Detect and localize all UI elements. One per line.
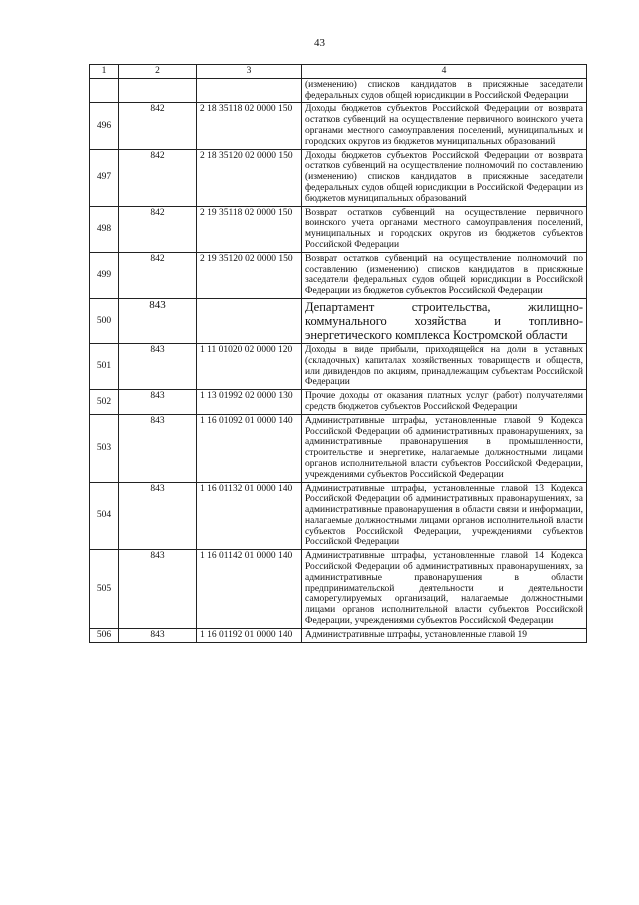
admin-code-cell <box>119 78 197 103</box>
admin-code-cell: 843 <box>119 550 197 629</box>
budget-code-cell: 1 16 01142 01 0000 140 <box>197 550 302 629</box>
table-row <box>90 103 587 149</box>
table-row <box>90 298 587 343</box>
budget-code-cell: 2 19 35120 02 0000 150 <box>197 252 302 298</box>
description-cell: Возврат остатков субвенций на осуществление полномочий по составлению (изменению) списков кандидатов в присяжные заседатели федеральных судов общей юрисдикции в Российской Федерации из бюджетов субъектов Российской Федерации <box>302 252 587 298</box>
budget-code-cell <box>197 78 302 103</box>
header-cell-3: 3 <box>197 65 302 79</box>
row-number-cell: 506 <box>90 628 119 642</box>
row-number-cell: 500 <box>90 298 119 343</box>
description-cell: Возврат остатков субвенций на осуществление первичного воинского учета органами местного самоуправления поселений, муниципальных и городских округов из бюджетов субъектов Российской Федерации <box>302 206 587 252</box>
table-row <box>90 628 587 642</box>
row-number-cell: 504 <box>90 482 119 550</box>
row-number-cell: 501 <box>90 343 119 389</box>
row-number-cell <box>90 78 119 103</box>
admin-code-cell: 843 <box>119 628 197 642</box>
table-row <box>90 550 587 629</box>
table-row <box>90 414 587 482</box>
admin-code-cell: 843 <box>119 390 197 415</box>
description-cell: Административные штрафы, установленные главой 14 Кодекса Российской Федерации об административных правонарушениях, за административные правонарушения в области предпринимательской деятельности и деятельности саморегулируемых организаций, налагаемые должностными лицами органов исполнительной власти субъектов Российской Федерации, учреждениями субъектов Российской Федерации <box>302 550 587 629</box>
budget-code-cell: 1 16 01092 01 0000 140 <box>197 414 302 482</box>
row-number-cell: 496 <box>90 103 119 149</box>
table-header-row <box>90 65 587 79</box>
table-row <box>90 78 587 103</box>
description-cell: Доходы бюджетов субъектов Российской Федерации от возврата остатков субвенций на осуществление полномочий по составлению (изменению) списков кандидатов в присяжные заседатели федеральных судов общей юрисдикции в Российской Федерации из бюджетов муниципальных образований <box>302 149 587 206</box>
header-cell-4: 4 <box>302 65 587 79</box>
budget-code-cell: 2 18 35118 02 0000 150 <box>197 103 302 149</box>
description-cell: Административные штрафы, установленные главой 9 Кодекса Российской Федерации об административных правонарушениях, за административные правонарушения в промышленности, строительстве и энергетике, налагаемые должностными лицами органов исполнительной власти субъектов Российской Федерации, учреждениями субъектов Российской Федерации <box>302 414 587 482</box>
budget-code-cell: 1 16 01132 01 0000 140 <box>197 482 302 550</box>
budget-code-cell: 2 18 35120 02 0000 150 <box>197 149 302 206</box>
admin-code-cell: 843 <box>119 298 197 343</box>
table-row <box>90 149 587 206</box>
row-number-cell: 498 <box>90 206 119 252</box>
description-cell: Доходы бюджетов субъектов Российской Федерации от возврата остатков субвенций на осуществление первичного воинского учета органами местного самоуправления поселений, муниципальных и городских округов из бюджетов муниципальных образований <box>302 103 587 149</box>
budget-code-cell: 1 16 01192 01 0000 140 <box>197 628 302 642</box>
table-row <box>90 252 587 298</box>
description-cell: Административные штрафы, установленные главой 13 Кодекса Российской Федерации об административных правонарушениях, за административные правонарушения в области связи и информации, налагаемые должностными лицами органов исполнительной власти субъектов Российской Федерации, учреждениями субъектов Российской Федерации <box>302 482 587 550</box>
description-cell: Прочие доходы от оказания платных услуг (работ) получателями средств бюджетов субъектов Российской Федерации <box>302 390 587 415</box>
description-cell: Департамент строительства, жилищно-коммунального хозяйства и топливно-энергетического комплекса Костромской области <box>302 298 587 343</box>
revenue-codes-table <box>89 64 587 643</box>
admin-code-cell: 843 <box>119 414 197 482</box>
row-number-cell: 505 <box>90 550 119 629</box>
row-number-cell: 497 <box>90 149 119 206</box>
description-cell: Административные штрафы, установленные главой 19 <box>302 628 587 642</box>
page-number: 43 <box>314 37 325 49</box>
description-cell: (изменению) списков кандидатов в присяжные заседатели федеральных судов общей юрисдикции в Российской Федерации <box>302 78 587 103</box>
description-cell: Доходы в виде прибыли, приходящейся на доли в уставных (складочных) капиталах хозяйственных товариществ и обществ, или дивидендов по акциям, принадлежащим субъектам Российской Федерации <box>302 343 587 389</box>
budget-code-cell: 2 19 35118 02 0000 150 <box>197 206 302 252</box>
admin-code-cell: 842 <box>119 149 197 206</box>
admin-code-cell: 843 <box>119 482 197 550</box>
table-row <box>90 482 587 550</box>
admin-code-cell: 842 <box>119 103 197 149</box>
table-row <box>90 390 587 415</box>
budget-code-cell <box>197 298 302 343</box>
admin-code-cell: 843 <box>119 343 197 389</box>
row-number-cell: 502 <box>90 390 119 415</box>
admin-code-cell: 842 <box>119 252 197 298</box>
budget-code-cell: 1 11 01020 02 0000 120 <box>197 343 302 389</box>
table-row <box>90 343 587 389</box>
header-cell-1: 1 <box>90 65 119 79</box>
header-cell-2: 2 <box>119 65 197 79</box>
row-number-cell: 503 <box>90 414 119 482</box>
budget-code-cell: 1 13 01992 02 0000 130 <box>197 390 302 415</box>
table-row <box>90 206 587 252</box>
row-number-cell: 499 <box>90 252 119 298</box>
admin-code-cell: 842 <box>119 206 197 252</box>
